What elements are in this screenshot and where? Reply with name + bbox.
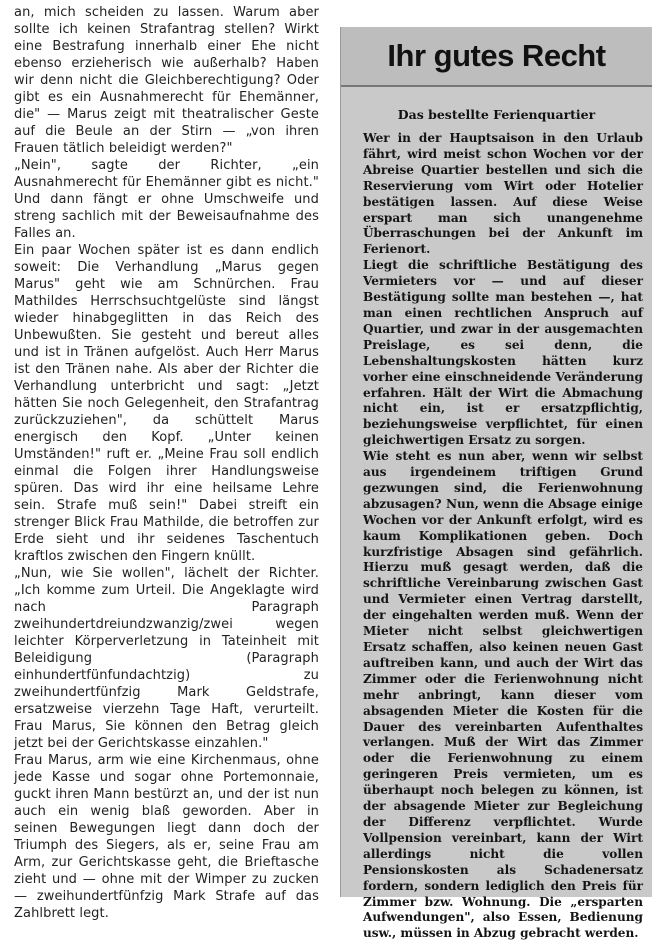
story-paragraph-4: „Nun, wie Sie wollen", lächelt der Richter. „Ich komme zum Urteil. Die Angeklagte wird nach Paragraph zweihundertdreiundzwanzig/zwei wegen leichter Körperverletzung in Tateinheit mit Beleidigung (Paragraph einhundertfünfundachtzig) zu zweihundertfünfzig Mark Geldstrafe, ersatzweise vierzehn Tage Haft, verurteilt. Frau Marus, Sie können den Betrag gleich jetzt bei der Gerichtskasse einzahlen." xyxy=(14,566,319,751)
story-paragraph-1: an, mich scheiden zu lassen. Warum aber sollte ich keinen Strafantrag stellen? Wirkt eine Bestrafung innerhalb einer Ehe nicht ebenso erzieherisch wie außerhalb? Haben wir denn nicht die Gleichberechtigung? Oder gibt es ein Ausnahmerecht für Ehemänner, die" — Marus zeigt mit theatralischer Geste auf die Beule an der Stirn — „von ihren Frauen tätlich beleidigt werden?" xyxy=(14,5,319,156)
article-paragraph-3: Wie steht es nun aber, wenn wir selbst aus irgendeinem triftigen Grund gezwungen sind, die Ferienwohnung abzusagen? Nun, wenn die Absage einige Wochen vor der Ankunft erfolgt, wird es kaum Komplikationen geben. Doch kurzfristige Absagen sind gefährlich. Hierzu muß gesagt werden, daß die schriftliche Vereinbarung zwischen Gast und Vermieter einen Vertrag darstellt, der eingehalten werden muß. Wenn der Mieter nicht selbst gleichwertigen Ersatz schaffen, also keinen neuen Gast auftreiben kann, und auch der Wirt das Zimmer oder die Ferienwohnung nicht mehr anbringt, kann dieser vom absagenden Mieter die Kosten für die Dauer des vereinbarten Aufenthaltes verlangen. Muß der Wirt das Zimmer oder die Ferienwohnung zu einem geringeren Preis vermieten, um es überhaupt noch belegen zu können, ist der absagende Mieter zur Begleichung der Differenz verpflichtet. Wurde Vollpension vereinbart, kann der Wirt allerdings nicht die vollen Pensionskosten als Schadenersatz fordern, sondern lediglich den Preis für Zimmer bzw. Wohnung. Die „ersparten Aufwendungen", also Essen, Bedienung usw., müssen in Abzug gebracht werden. xyxy=(363,449,643,941)
article-paragraph-2: Liegt die schriftliche Bestätigung des Vermieters vor — und auf dieser Bestätigung sollte man bestehen —, hat man einen rechtlichen Anspruch auf Quartier, und zwar in der ausgemachten Preislage, es sei denn, die Lebenshaltungskosten hätten kurz vorher eine einschneidende Veränderung erfahren. Hält der Wirt die Abmachung nicht ein, ist er ersatzpflichtig, beziehungsweise verpflichtet, für einen gleichwertigen Ersatz zu sorgen. xyxy=(363,258,643,448)
legal-advice-box xyxy=(340,27,652,941)
story-paragraph-2: „Nein", sagte der Richter, „ein Ausnahmerecht für Ehemänner gibt es nicht." Und dann fängt er ohne Umschweife und streng sachlich mit der Beweisaufnahme des Falles an. xyxy=(14,158,319,241)
article-heading: Das bestellte Ferienquartier xyxy=(397,107,596,122)
article-body xyxy=(363,131,643,942)
story-paragraph-5: Frau Marus, arm wie eine Kirchenmaus, ohne jede Kasse und sogar ohne Portemonnaie, guckt ihren Mann bestürzt an, und der ist nun auch ein wenig blaß geworden. Aber in seinen Bewegungen liegt dann doch der Triumph des Siegers, als er, seine Frau am Arm, zur Gerichtskasse geht, die Brieftasche zieht und — ohne mit der Wimper zu zucken — zweihundertfünfzig Mark Strafe auf das Zahlbrett legt. xyxy=(14,753,319,921)
story-column xyxy=(14,4,319,921)
masthead-title: Ihr gutes Recht xyxy=(387,38,606,73)
column-masthead xyxy=(341,27,652,87)
article-paragraph-1: Wer in der Hauptsaison in den Urlaub fährt, wird meist schon Wochen vor der Abreise Quartier bestellen und sich die Reservierung vom Wirt oder Hotelier bestätigen lassen. Auf diese Weise erspart man sich unangenehme Überraschungen bei der Ankunft im Ferienort. xyxy=(363,131,643,257)
story-paragraph-3: Ein paar Wochen später ist es dann endlich soweit: Die Verhandlung „Marus gegen Marus" geht wie am Schnürchen. Frau Mathildes Herrschsuchtgelüste sind längst wieder hinabgeglitten in das Reich des Unbewußten. Sie gesteht und bereut alles und ist in Tränen aufgelöst. Auch Herr Marus ist den Tränen nahe. Als aber der Richter die Verhandlung unterbricht und sagt: „Jetzt hätten Sie noch Gelegenheit, den Strafantrag zurückzuziehen", da schüttelt Marus energisch den Kopf. „Unter keinen Umständen!" ruft er. „Meine Frau soll endlich einmal die Folgen ihrer Handlungsweise spüren. Das wird ihr eine heilsame Lehre sein. Strafe muß sein!" Dabei streift ein strenger Blick Frau Mathilde, die betroffen zur Erde sieht und ihr seidenes Taschentuch kraftlos zwischen den Fingern knüllt. xyxy=(14,243,319,564)
